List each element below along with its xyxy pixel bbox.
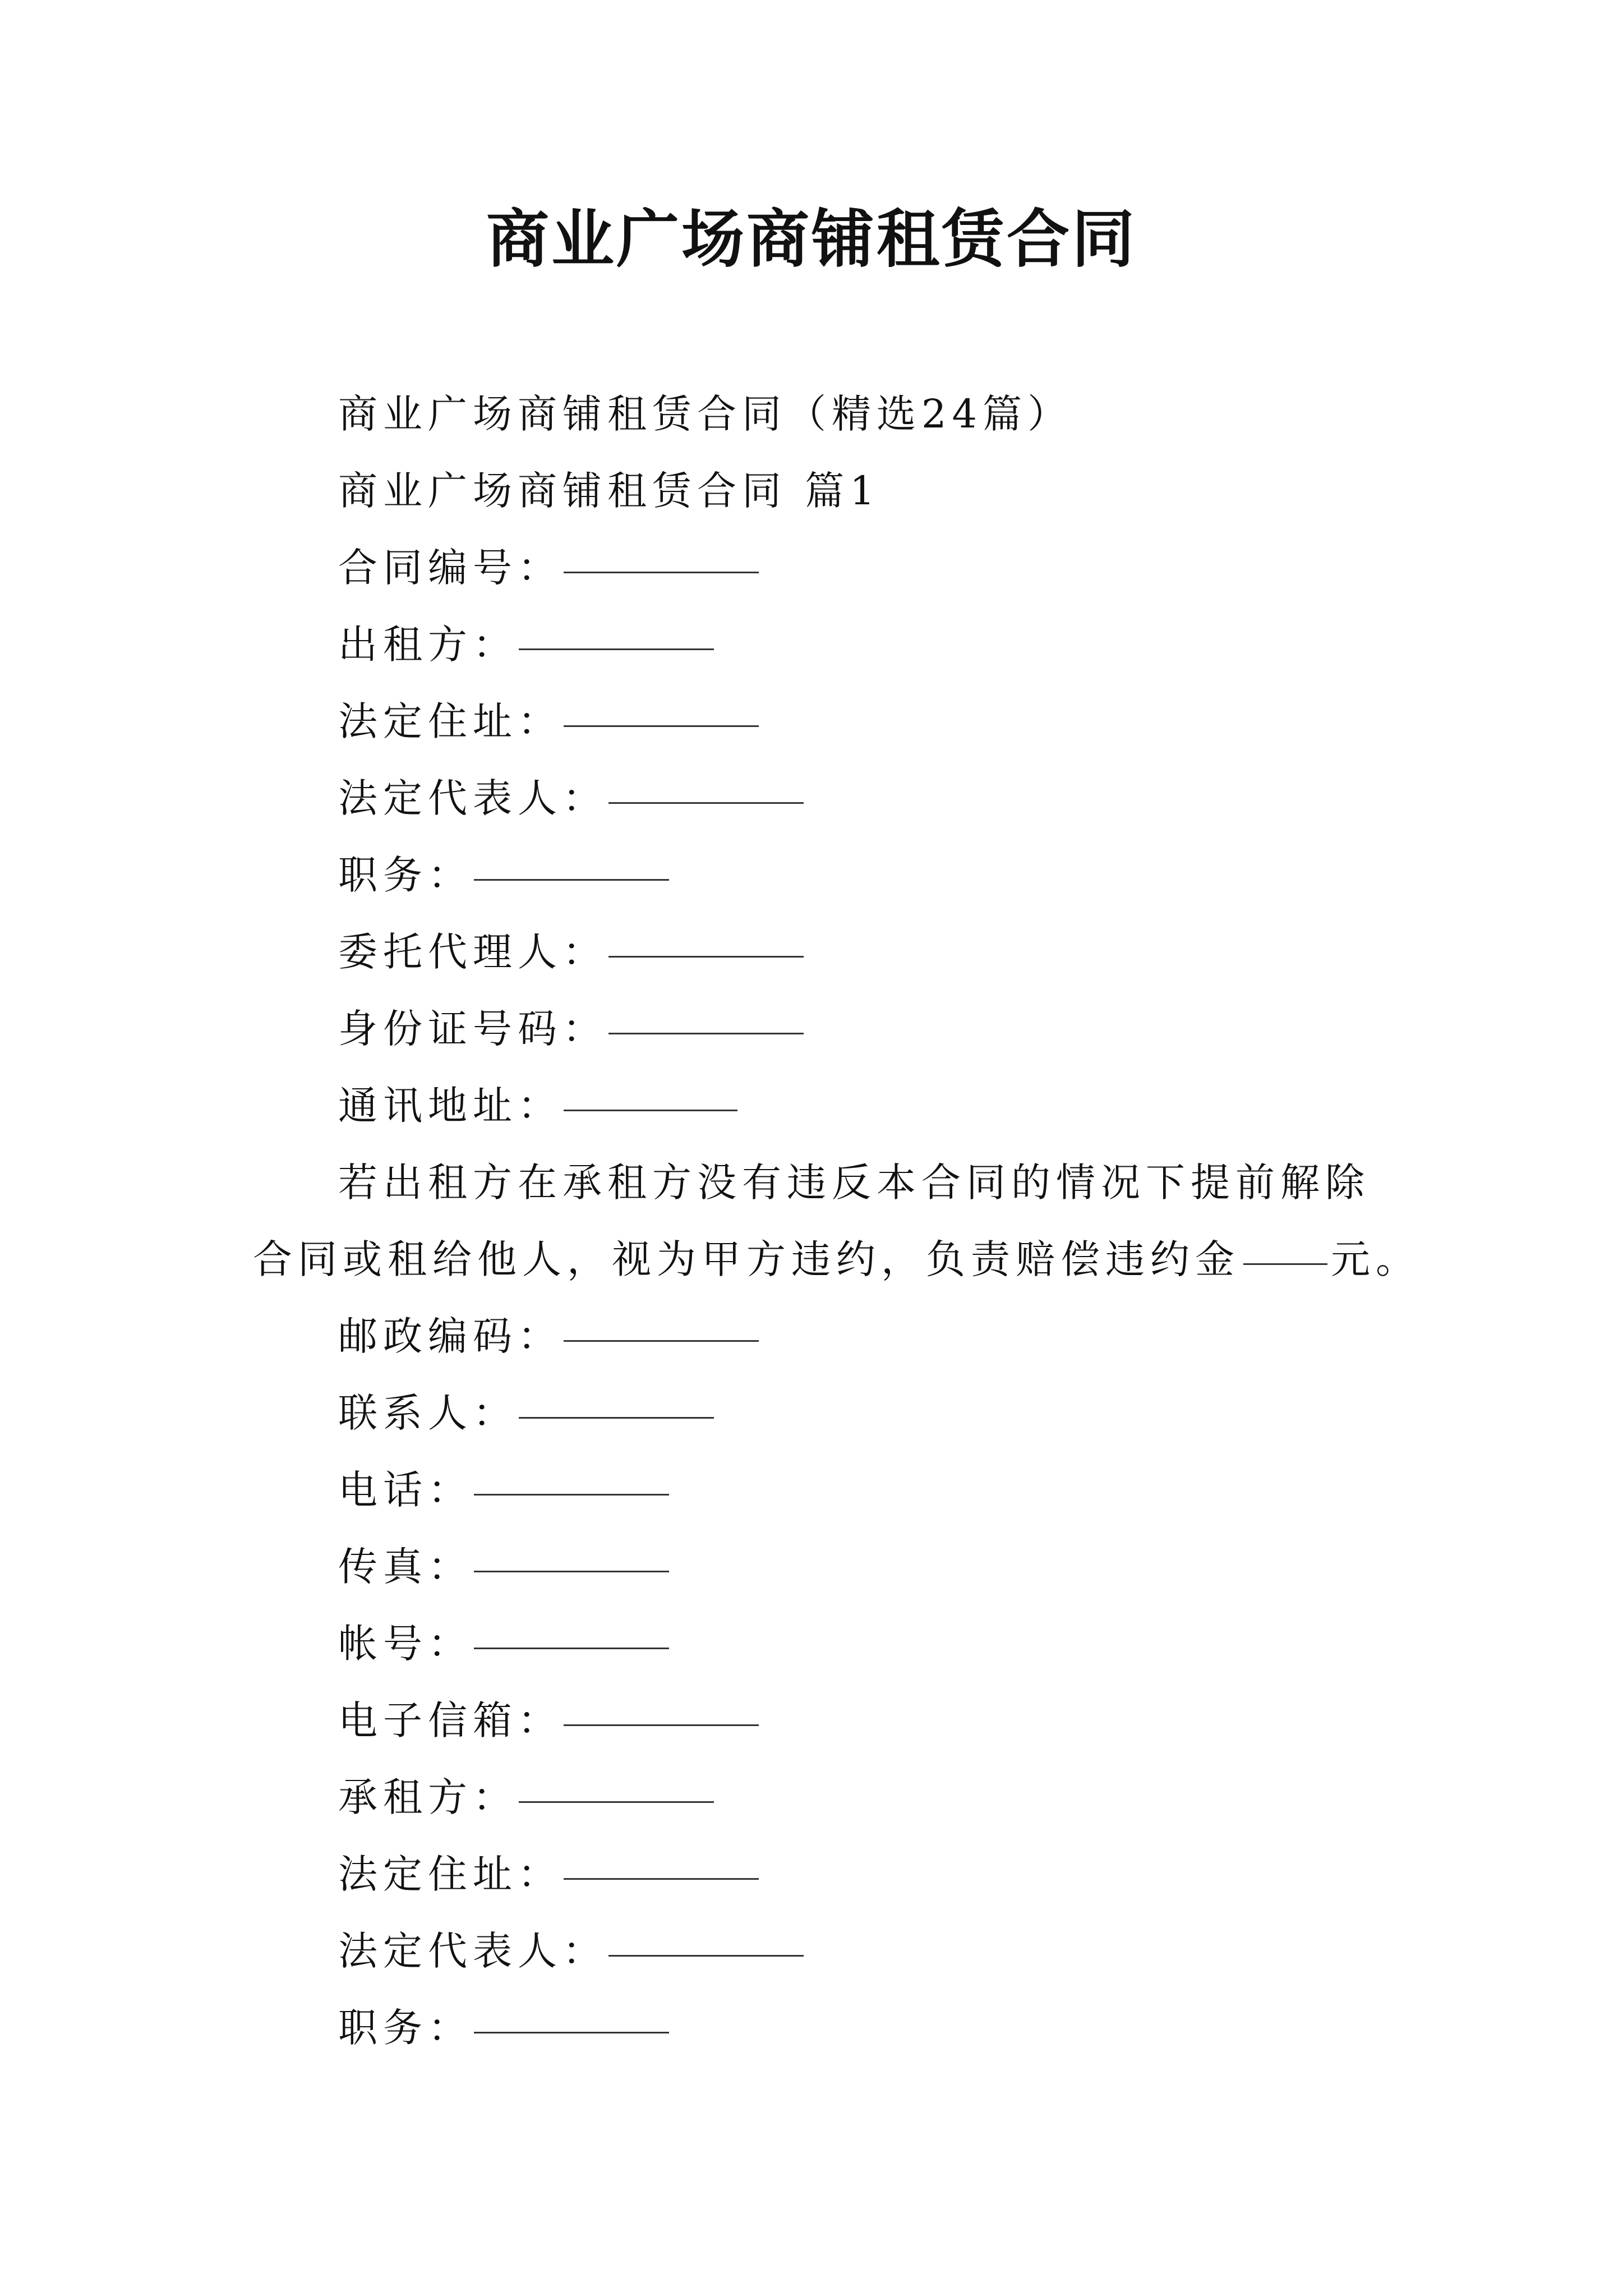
field-contract-number [253, 530, 1403, 606]
field-label: 联系人： [338, 1390, 518, 1436]
field-lessor-position [253, 837, 1403, 914]
fill-blank [608, 1033, 804, 1034]
penalty-amount-blank [1243, 1263, 1327, 1265]
document-body [253, 376, 1421, 2067]
field-email [253, 1682, 1403, 1759]
field-label: 法定住址： [338, 1851, 562, 1897]
field-postal-code [253, 1298, 1403, 1375]
clause-line-1: 若出租方在承租方没有违反本合同的情况下提前解除 [338, 1159, 1370, 1205]
field-account [253, 1605, 1403, 1682]
fill-blank [474, 879, 669, 881]
fill-blank [564, 572, 759, 573]
field-label: 身份证号码： [338, 1006, 607, 1052]
field-contact-person [253, 1375, 1403, 1452]
field-fax [253, 1529, 1403, 1605]
field-lessee-representative [253, 1913, 1403, 1990]
field-lessee-address [253, 1836, 1403, 1913]
field-mailing-address [253, 1068, 1403, 1144]
fill-blank [608, 956, 804, 958]
field-lessee-position [253, 1990, 1403, 2067]
clause-line-2 [253, 1221, 1421, 1298]
fill-blank [474, 1571, 669, 1572]
fill-blank [564, 725, 759, 727]
fill-blank [519, 1801, 714, 1803]
fill-blank [564, 1110, 737, 1111]
field-id-number [253, 991, 1403, 1068]
field-label: 法定代表人： [338, 1928, 607, 1974]
field-label: 传真： [338, 1544, 473, 1590]
field-label: 法定住址： [338, 698, 562, 744]
field-label: 法定代表人： [338, 775, 607, 821]
field-lessee [253, 1759, 1403, 1836]
field-label: 承租方： [338, 1774, 518, 1820]
field-label: 委托代理人： [338, 929, 607, 975]
clause-text: 合同或租给他人，视为甲方违约，负责赔偿违约金 [253, 1236, 1240, 1282]
fill-blank [474, 1494, 669, 1496]
field-label: 出租方： [338, 622, 518, 668]
fill-blank [564, 1724, 759, 1726]
field-label: 帐号： [338, 1621, 473, 1667]
fill-blank [474, 1648, 669, 1649]
field-label: 通讯地址： [338, 1083, 562, 1129]
field-label: 合同编号： [338, 545, 562, 591]
clause-unit: 元。 [1331, 1236, 1421, 1282]
document-title: 商业广场商铺租赁合同 [486, 203, 1137, 276]
fill-blank [608, 1955, 804, 1957]
fill-blank [608, 802, 804, 804]
field-label: 职务： [338, 2005, 473, 2051]
fill-blank [474, 2032, 669, 2033]
field-lessor-representative [253, 760, 1403, 837]
fill-blank [564, 1340, 759, 1342]
field-lessor-address [253, 683, 1403, 760]
field-label: 电话： [338, 1467, 473, 1513]
document-subtitle: 商业广场商铺租赁合同（精选24篇） [338, 391, 1073, 437]
field-label: 职务： [338, 852, 473, 898]
field-phone [253, 1452, 1403, 1529]
section-heading: 商业广场商铺租赁合同 篇1 [338, 468, 880, 514]
field-label: 邮政编码： [338, 1313, 562, 1359]
fill-blank [519, 1417, 714, 1419]
fill-blank [519, 648, 714, 650]
field-label: 电子信箱： [338, 1697, 562, 1743]
field-lessor [253, 606, 1403, 683]
fill-blank [564, 1878, 759, 1880]
field-agent [253, 914, 1403, 991]
